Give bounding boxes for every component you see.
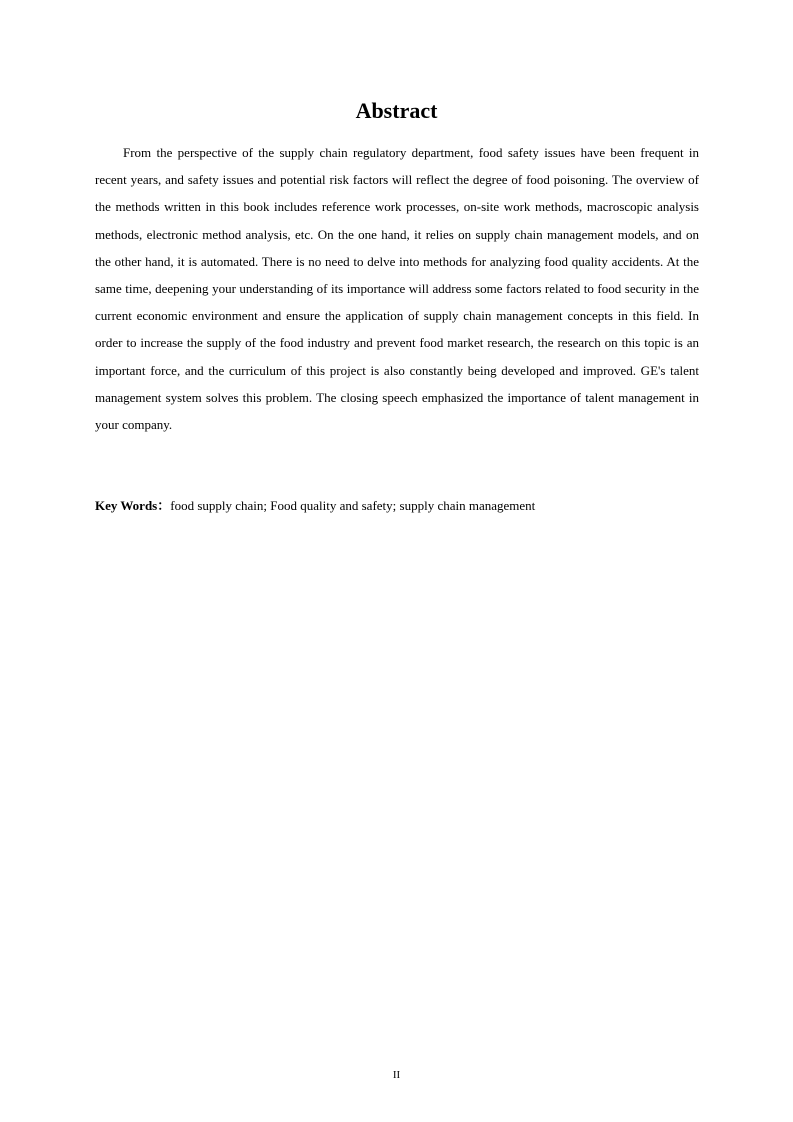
abstract-title: Abstract (355, 98, 438, 123)
keywords-text: food supply chain; Food quality and safety; supply chain management (170, 498, 536, 513)
abstract-paragraph: From the perspective of the supply chain regulatory department, food safety issues have been frequent in recent years, and safety issues and potential risk factors will reflect the degree of food poisoning. The overview of the methods written in this book includes reference work processes, on-site work methods, macroscopic analysis methods, electronic method analysis, etc. On the one hand, it relies on supply chain management models, and on the other hand, it is automated. There is no need to delve into methods for analyzing food quality accidents. At the same time, deepening your understanding of its importance will address some factors related to food security in the current economic environment and ensure the application of supply chain management concepts in this field. In order to increase the supply of the food industry and prevent food market research, the research on this topic is an important force, and the curriculum of this project is also constantly being developed and improved. GE's talent management system solves this problem. The closing speech emphasized the importance of talent management in your company. (95, 145, 699, 433)
keywords-label: Key Words： (95, 498, 171, 513)
keywords-line (95, 495, 699, 517)
page-number: II (392, 1069, 401, 1081)
